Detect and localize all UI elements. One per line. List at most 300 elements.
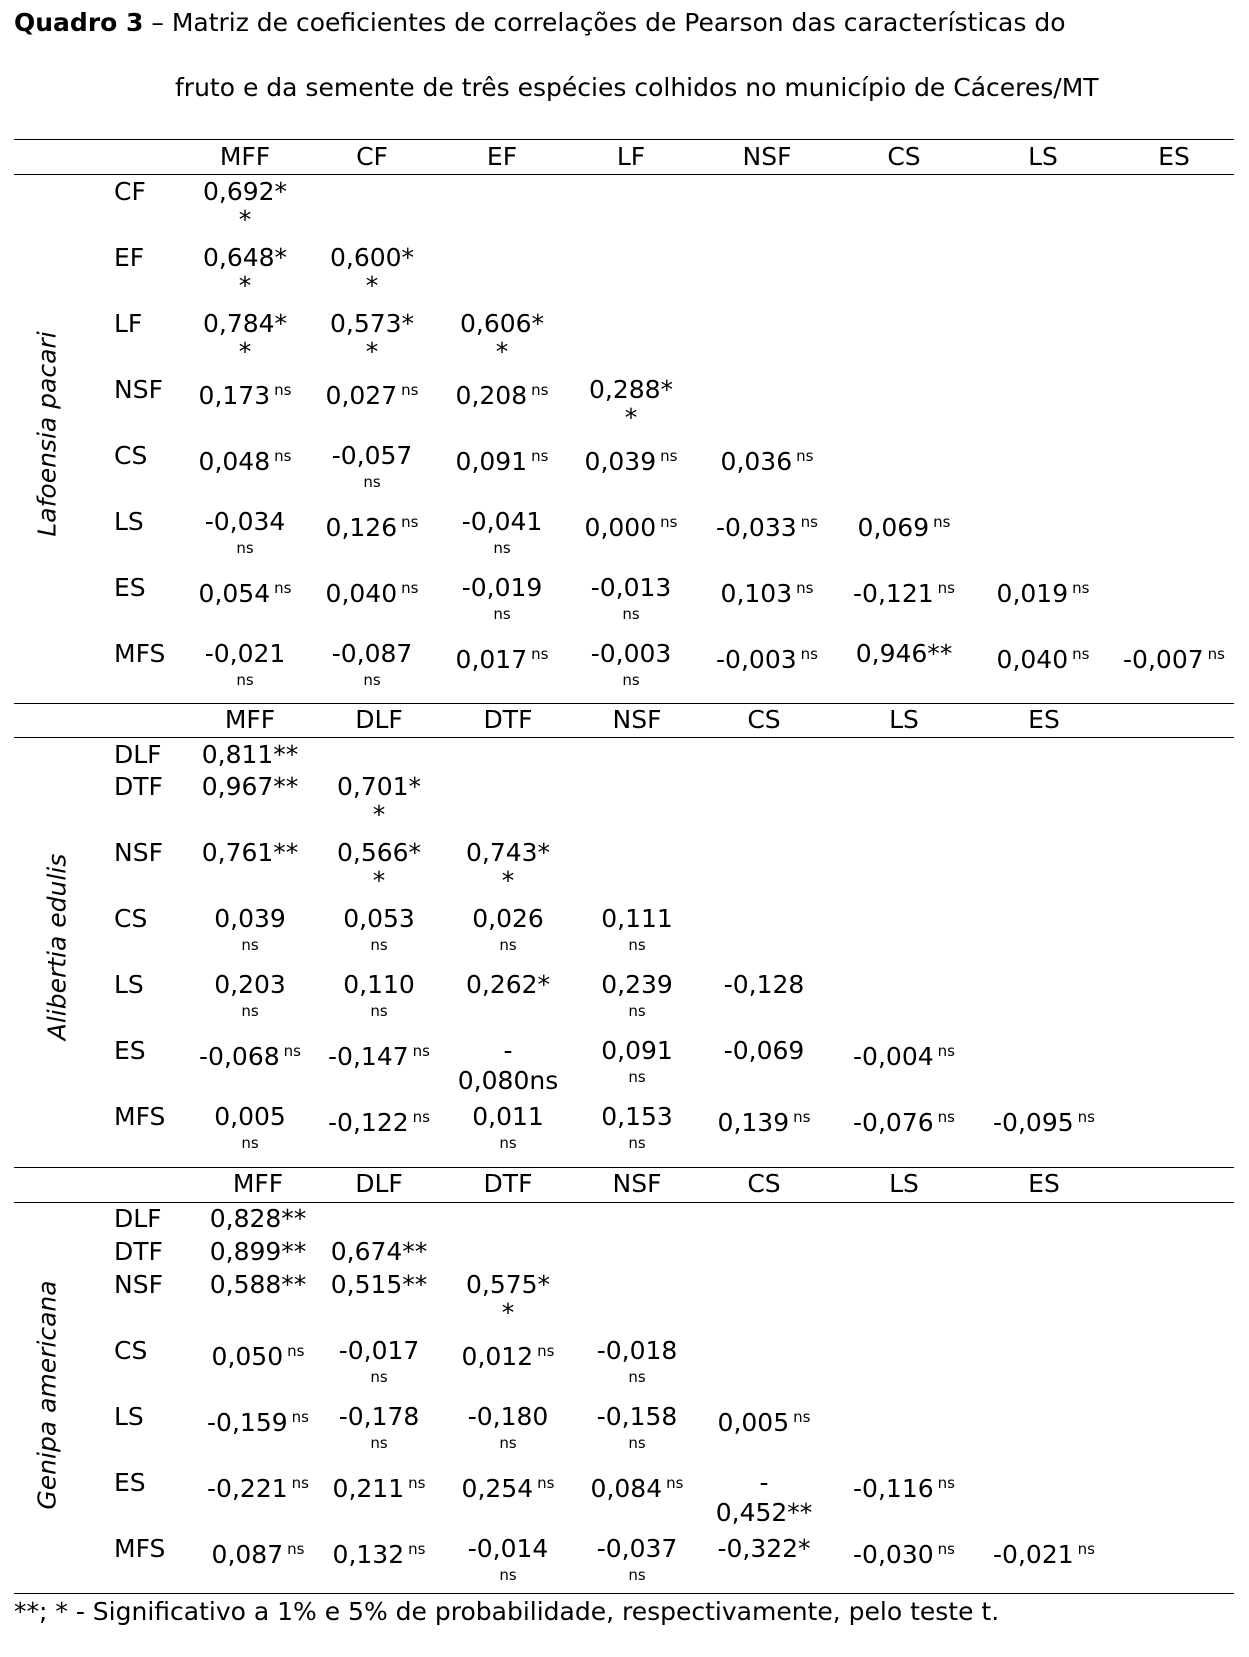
coefficient-continued: 0,452** xyxy=(715,1498,813,1527)
column-header: ES xyxy=(1028,1169,1060,1198)
row-label: DLF xyxy=(114,1204,162,1233)
significance-mark: ns xyxy=(363,671,381,689)
correlation-value xyxy=(207,1469,309,1503)
coefficient: -0,041 xyxy=(461,507,543,536)
coefficient: -0,068 xyxy=(199,1042,280,1071)
significance-mark: ns xyxy=(537,1342,555,1360)
significance-mark: ns xyxy=(283,1042,301,1060)
correlation-value xyxy=(721,574,814,608)
correlation-value xyxy=(591,574,672,602)
coefficient: -0,021 xyxy=(993,1540,1074,1569)
correlation-value xyxy=(993,1103,1095,1137)
coefficient: 0,173 xyxy=(198,381,271,410)
coefficient: 0,254 xyxy=(461,1474,534,1503)
significance-mark: * xyxy=(372,866,386,895)
significance-mark: ns xyxy=(363,473,381,491)
column-header: DTF xyxy=(483,1169,533,1198)
coefficient: 0,262* xyxy=(465,970,551,999)
coefficient: -0,076 xyxy=(853,1108,934,1137)
correlation-value xyxy=(214,905,286,933)
significance-mark: ns xyxy=(274,381,292,399)
coefficient: -0,014 xyxy=(467,1534,549,1563)
coefficient: 0,110 xyxy=(343,970,415,999)
column-header: CF xyxy=(356,142,388,171)
significance-mark: ns xyxy=(499,1134,517,1152)
column-header: NSF xyxy=(742,142,792,171)
coefficient: -0,030 xyxy=(853,1540,934,1569)
correlation-value xyxy=(330,310,414,338)
coefficient: -0,180 xyxy=(467,1402,549,1431)
table-rule xyxy=(14,139,1234,140)
coefficient: -0,178 xyxy=(338,1402,420,1431)
coefficient: 0,600* xyxy=(329,243,415,272)
column-header: CS xyxy=(747,705,781,734)
column-header: MFF xyxy=(219,142,271,171)
coefficient: 0,103 xyxy=(720,579,793,608)
significance-mark: ns xyxy=(796,447,814,465)
coefficient: 0,515** xyxy=(330,1270,428,1299)
significance-mark: ns xyxy=(241,1002,259,1020)
coefficient: 0,203 xyxy=(214,970,286,999)
coefficient: -0,013 xyxy=(590,573,672,602)
column-header: EF xyxy=(486,142,518,171)
significance-mark: * xyxy=(365,271,379,300)
coefficient: 0,084 xyxy=(590,1474,663,1503)
correlation-value xyxy=(997,574,1090,608)
correlation-value xyxy=(202,839,299,867)
row-label: NSF xyxy=(114,375,163,404)
correlation-value xyxy=(853,1469,955,1503)
coefficient: -0,007 xyxy=(1123,645,1204,674)
correlation-value xyxy=(328,1037,430,1071)
significance-mark: * xyxy=(238,271,252,300)
column-header: NSF xyxy=(612,1169,662,1198)
coefficient: 0,048 xyxy=(198,447,271,476)
significance-mark: ns xyxy=(628,1434,646,1452)
correlation-value xyxy=(591,640,672,668)
correlation-value xyxy=(597,1535,678,1563)
correlation-value xyxy=(330,244,414,272)
coefficient: - xyxy=(759,1468,769,1497)
significance-mark: ns xyxy=(622,605,640,623)
correlation-value xyxy=(468,1535,549,1563)
coefficient: -0,322* xyxy=(717,1534,811,1563)
coefficient: 0,053 xyxy=(343,904,415,933)
row-label: CS xyxy=(114,904,148,933)
significance-mark: ns xyxy=(370,936,388,954)
coefficient: 0,126 xyxy=(325,513,398,542)
correlation-value xyxy=(472,905,544,933)
correlation-value xyxy=(214,1103,286,1131)
row-label: LS xyxy=(114,1402,144,1431)
coefficient: 0,899** xyxy=(209,1237,307,1266)
coefficient: 0,111 xyxy=(601,904,673,933)
coefficient: -0,021 xyxy=(204,639,286,668)
row-label: DLF xyxy=(114,740,162,769)
significance-mark: ns xyxy=(800,645,818,663)
significance-mark: ns xyxy=(937,579,955,597)
coefficient: 0,784* xyxy=(202,309,288,338)
species-label: Lafoensia pacari xyxy=(32,331,62,537)
row-label: DTF xyxy=(114,772,163,801)
coefficient: -0,095 xyxy=(993,1108,1074,1137)
correlation-value xyxy=(466,971,550,999)
significance-mark: ns xyxy=(628,1068,646,1086)
significance-mark: * xyxy=(501,1298,515,1327)
significance-mark: ns xyxy=(800,513,818,531)
significance-mark: ns xyxy=(412,1108,430,1126)
correlation-value xyxy=(759,1469,768,1497)
coefficient: 0,036 xyxy=(720,447,793,476)
coefficient: 0,211 xyxy=(332,1474,405,1503)
coefficient: 0,026 xyxy=(472,904,544,933)
coefficient: 0,648* xyxy=(202,243,288,272)
significance-mark: ns xyxy=(1077,1108,1095,1126)
correlation-value xyxy=(199,442,292,476)
significance-mark: ns xyxy=(236,671,254,689)
correlation-value xyxy=(456,376,549,410)
significance-mark: ns xyxy=(287,1540,305,1558)
correlation-value xyxy=(332,640,413,668)
correlation-value xyxy=(1123,640,1225,674)
correlation-value xyxy=(585,508,678,542)
table-rule xyxy=(14,1202,1234,1203)
coefficient: -0,122 xyxy=(328,1108,409,1137)
significance-mark: ns xyxy=(241,1134,259,1152)
correlation-value xyxy=(597,1403,678,1431)
significance-mark: ns xyxy=(937,1042,955,1060)
significance-mark: ns xyxy=(370,1368,388,1386)
coefficient: -0,017 xyxy=(338,1336,420,1365)
coefficient: 0,050 xyxy=(211,1342,284,1371)
significance-mark: ns xyxy=(499,1434,517,1452)
correlation-value xyxy=(462,508,543,536)
correlation-value xyxy=(343,905,415,933)
row-label: CF xyxy=(114,177,146,206)
coefficient: 0,005 xyxy=(214,1102,286,1131)
correlation-value xyxy=(203,310,287,338)
correlation-value xyxy=(337,773,421,801)
significance-mark: * xyxy=(238,337,252,366)
coefficient: 0,069 xyxy=(857,513,930,542)
significance-mark: ns xyxy=(241,936,259,954)
correlation-value xyxy=(203,244,287,272)
coefficient: 0,575* xyxy=(465,1270,551,1299)
coefficient: -0,116 xyxy=(853,1474,934,1503)
correlation-value xyxy=(337,839,421,867)
row-label: CS xyxy=(114,1336,148,1365)
row-label: CS xyxy=(114,441,148,470)
significance-mark: ns xyxy=(628,1368,646,1386)
coefficient: 0,588** xyxy=(209,1270,307,1299)
coefficient: 0,027 xyxy=(325,381,398,410)
correlation-value xyxy=(331,1238,428,1266)
row-label: ES xyxy=(114,1468,146,1497)
column-header: CS xyxy=(887,142,921,171)
significance-mark: ns xyxy=(628,1134,646,1152)
table-rule xyxy=(14,1167,1234,1168)
significance-mark: ns xyxy=(628,936,646,954)
correlation-value xyxy=(333,1535,426,1569)
row-label: LS xyxy=(114,970,144,999)
correlation-value xyxy=(856,640,953,668)
significance-mark: ns xyxy=(622,671,640,689)
coefficient: 0,039 xyxy=(214,904,286,933)
significance-mark: ns xyxy=(493,539,511,557)
table-label: Quadro 3 xyxy=(14,8,144,37)
species-label: Alibertia edulis xyxy=(42,853,72,1041)
correlation-value xyxy=(466,1271,550,1299)
significance-mark: ns xyxy=(370,1434,388,1452)
significance-mark: * xyxy=(501,866,515,895)
coefficient: -0,004 xyxy=(853,1042,934,1071)
column-header: ES xyxy=(1028,705,1060,734)
coefficient: 0,054 xyxy=(198,579,271,608)
coefficient: -0,069 xyxy=(723,1036,805,1065)
coefficient: 0,701* xyxy=(336,772,422,801)
significance-mark: ns xyxy=(531,447,549,465)
significance-mark: ns xyxy=(236,539,254,557)
table-rule xyxy=(14,703,1234,704)
significance-mark: * xyxy=(624,403,638,432)
correlation-value xyxy=(199,1037,301,1071)
coefficient: 0,040 xyxy=(996,645,1069,674)
correlation-value xyxy=(718,1103,811,1137)
significance-mark: ns xyxy=(937,1474,955,1492)
correlation-value xyxy=(202,773,299,801)
row-label: MFS xyxy=(114,639,166,668)
correlation-value xyxy=(591,1469,684,1503)
correlation-value xyxy=(721,442,814,476)
correlation-value xyxy=(199,376,292,410)
significance-mark: * xyxy=(238,205,252,234)
correlation-value xyxy=(202,741,299,769)
significance-mark: ns xyxy=(666,1474,684,1492)
significance-mark: ns xyxy=(793,1408,811,1426)
correlation-value xyxy=(333,1469,426,1503)
significance-mark: ns xyxy=(660,513,678,531)
correlation-value xyxy=(853,574,955,608)
significance-mark: ns xyxy=(401,579,419,597)
correlation-value xyxy=(212,1337,305,1371)
significance-mark: ns xyxy=(408,1540,426,1558)
significance-mark: ns xyxy=(370,1002,388,1020)
column-header: ES xyxy=(1158,142,1190,171)
significance-mark: ns xyxy=(1072,645,1090,663)
significance-mark: ns xyxy=(291,1474,309,1492)
significance-mark: ns xyxy=(401,381,419,399)
row-label: NSF xyxy=(114,1270,163,1299)
correlation-value xyxy=(331,1271,428,1299)
significance-mark: ns xyxy=(274,447,292,465)
correlation-value xyxy=(858,508,951,542)
correlation-value xyxy=(456,442,549,476)
correlation-value xyxy=(601,1103,673,1131)
significance-mark: ns xyxy=(408,1474,426,1492)
correlation-value xyxy=(332,442,413,470)
significance-mark: ns xyxy=(628,1566,646,1584)
column-header: MFF xyxy=(232,1169,284,1198)
correlation-value xyxy=(460,310,544,338)
row-label: MFS xyxy=(114,1102,166,1131)
correlation-value xyxy=(210,1271,307,1299)
correlation-value xyxy=(601,971,673,999)
coefficient: -0,159 xyxy=(207,1408,288,1437)
significance-mark: ns xyxy=(499,936,517,954)
correlation-value xyxy=(853,1103,955,1137)
row-label: LS xyxy=(114,507,144,536)
coefficient: -0,003 xyxy=(590,639,672,668)
significance-mark: * xyxy=(365,337,379,366)
coefficient: 0,000 xyxy=(584,513,657,542)
significance-mark: ns xyxy=(291,1408,309,1426)
correlation-value xyxy=(207,1403,309,1437)
coefficient: 0,091 xyxy=(455,447,528,476)
significance-mark: ns xyxy=(796,579,814,597)
coefficient: -0,087 xyxy=(331,639,413,668)
row-label: LF xyxy=(114,309,143,338)
correlation-value xyxy=(326,376,419,410)
correlation-value xyxy=(503,1037,512,1065)
coefficient: -0,121 xyxy=(853,579,934,608)
correlation-value xyxy=(853,1037,955,1071)
correlation-value xyxy=(997,640,1090,674)
row-label: DTF xyxy=(114,1237,163,1266)
significance-mark: ns xyxy=(933,513,951,531)
coefficient: 0,017 xyxy=(455,645,528,674)
coefficient: -0,018 xyxy=(596,1336,678,1365)
coefficient: 0,039 xyxy=(584,447,657,476)
significance-mark: ns xyxy=(1077,1540,1095,1558)
footnote: **; * - Significativo a 1% e 5% de probabilidade, respectivamente, pelo teste t. xyxy=(14,1597,1000,1626)
correlation-value xyxy=(328,1103,430,1137)
column-header: DTF xyxy=(483,705,533,734)
significance-mark: ns xyxy=(628,1002,646,1020)
table-rule xyxy=(14,737,1234,738)
correlation-value xyxy=(718,1403,811,1437)
correlation-value xyxy=(601,1037,673,1065)
coefficient: 0,040 xyxy=(325,579,398,608)
coefficient: 0,087 xyxy=(211,1540,284,1569)
significance-mark: ns xyxy=(499,1566,517,1584)
correlation-value xyxy=(326,574,419,608)
row-label: NSF xyxy=(114,838,163,867)
coefficient: 0,566* xyxy=(336,838,422,867)
coefficient: 0,208 xyxy=(455,381,528,410)
correlation-value xyxy=(203,178,287,206)
row-label: ES xyxy=(114,1036,146,1065)
coefficient: -0,033 xyxy=(716,513,797,542)
significance-mark: ns xyxy=(274,579,292,597)
significance-mark: ns xyxy=(412,1042,430,1060)
coefficient: - xyxy=(503,1036,513,1065)
coefficient: 0,606* xyxy=(459,309,545,338)
correlation-value xyxy=(716,640,818,674)
correlation-value xyxy=(326,508,419,542)
correlation-value xyxy=(993,1535,1095,1569)
correlation-value xyxy=(716,508,818,542)
coefficient: -0,034 xyxy=(204,507,286,536)
column-header: NSF xyxy=(612,705,662,734)
correlation-value xyxy=(462,1469,555,1503)
correlation-value xyxy=(462,1337,555,1371)
correlation-value xyxy=(601,905,673,933)
column-header: LS xyxy=(889,1169,919,1198)
correlation-value xyxy=(466,839,550,867)
row-label: ES xyxy=(114,573,146,602)
correlation-value xyxy=(597,1337,678,1365)
correlation-value xyxy=(456,640,549,674)
correlation-value xyxy=(585,442,678,476)
coefficient: 0,012 xyxy=(461,1342,534,1371)
correlation-value xyxy=(472,1103,544,1131)
coefficient: 0,761** xyxy=(201,838,299,867)
coefficient: -0,158 xyxy=(596,1402,678,1431)
significance-mark: ns xyxy=(531,381,549,399)
coefficient: -0,037 xyxy=(596,1534,678,1563)
correlation-value xyxy=(717,1535,810,1563)
correlation-value xyxy=(205,640,286,668)
significance-mark: ns xyxy=(1072,579,1090,597)
correlation-value xyxy=(212,1535,305,1569)
significance-mark: * xyxy=(495,337,509,366)
coefficient: 0,019 xyxy=(996,579,1069,608)
table-rule xyxy=(14,174,1234,175)
coefficient-continued: 0,080ns xyxy=(457,1066,559,1095)
column-header: CS xyxy=(747,1169,781,1198)
column-header: LF xyxy=(616,142,646,171)
significance-mark: ns xyxy=(660,447,678,465)
correlation-value xyxy=(210,1238,307,1266)
significance-mark: ns xyxy=(401,513,419,531)
column-header: DLF xyxy=(355,1169,403,1198)
coefficient: 0,967** xyxy=(201,772,299,801)
coefficient: -0,003 xyxy=(716,645,797,674)
significance-mark: ns xyxy=(937,1108,955,1126)
correlation-value xyxy=(853,1535,955,1569)
coefficient: 0,811** xyxy=(201,740,299,769)
significance-mark: ns xyxy=(1207,645,1225,663)
coefficient: 0,674** xyxy=(330,1237,428,1266)
table-rule xyxy=(14,1593,1234,1594)
correlation-value xyxy=(199,574,292,608)
correlation-value xyxy=(724,1037,805,1065)
correlation-value xyxy=(210,1205,307,1233)
correlation-value xyxy=(339,1403,420,1431)
correlation-value xyxy=(589,376,673,404)
coefficient: 0,139 xyxy=(717,1108,790,1137)
significance-mark: ns xyxy=(537,1474,555,1492)
coefficient: 0,132 xyxy=(332,1540,405,1569)
correlation-value xyxy=(214,971,286,999)
coefficient: -0,128 xyxy=(723,970,805,999)
coefficient: 0,743* xyxy=(465,838,551,867)
row-label: EF xyxy=(114,243,145,272)
table-title-line1: – Matriz de coeficientes de correlações de Pearson das características do xyxy=(143,8,1066,37)
correlation-value xyxy=(339,1337,420,1365)
significance-mark: ns xyxy=(793,1108,811,1126)
coefficient: -0,019 xyxy=(461,573,543,602)
significance-mark: ns xyxy=(531,645,549,663)
coefficient: 0,828** xyxy=(209,1204,307,1233)
coefficient: -0,147 xyxy=(328,1042,409,1071)
correlation-value xyxy=(468,1403,549,1431)
species-label: Genipa americana xyxy=(32,1280,62,1510)
coefficient: 0,288* xyxy=(588,375,674,404)
correlation-value xyxy=(343,971,415,999)
column-header: LS xyxy=(889,705,919,734)
coefficient: 0,573* xyxy=(329,309,415,338)
